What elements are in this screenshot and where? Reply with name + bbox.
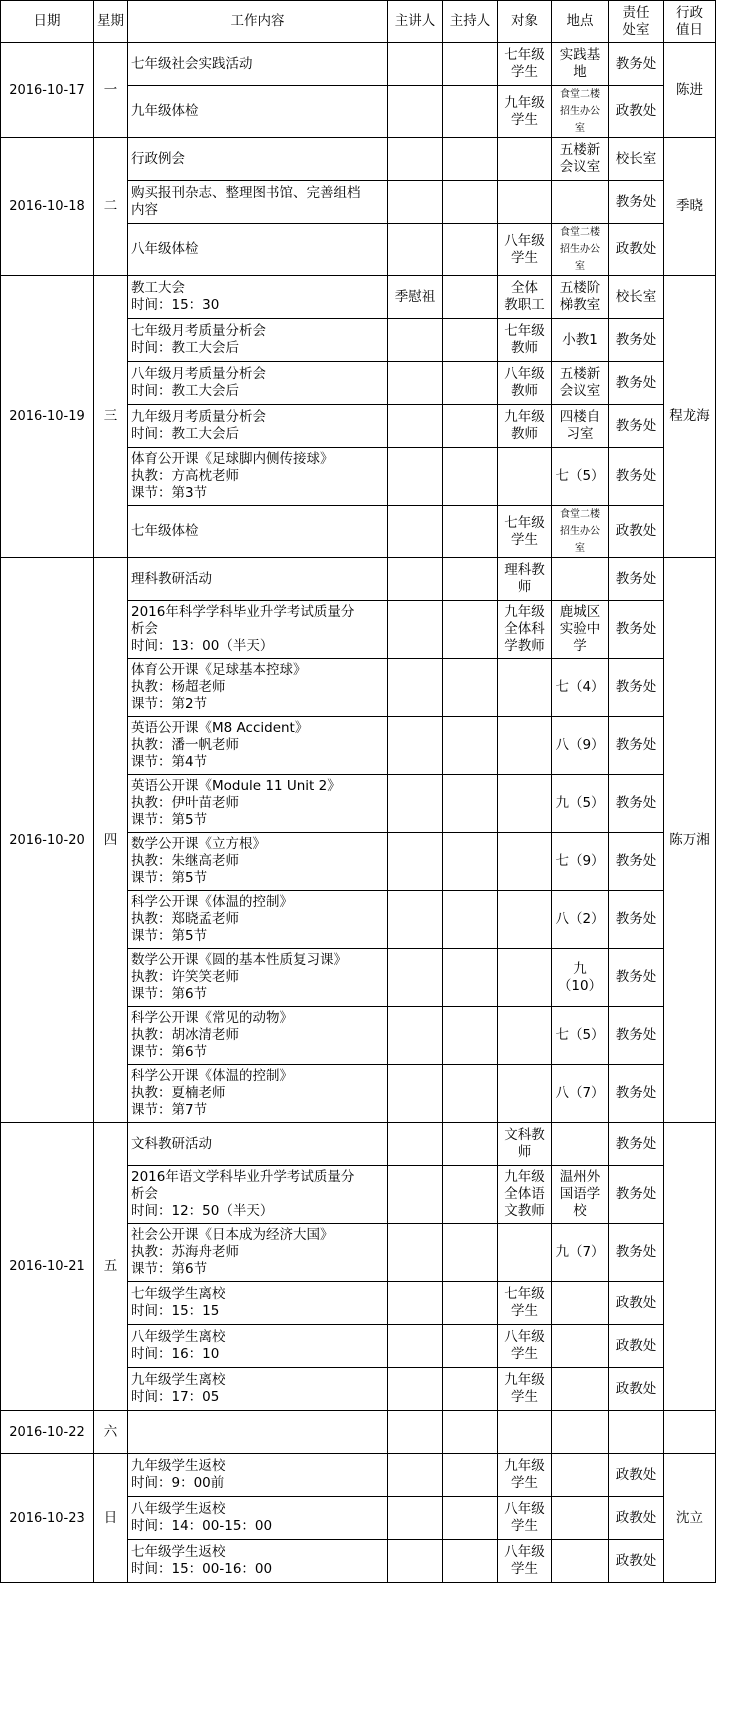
weekday-cell: 三 — [94, 276, 128, 558]
weekday-cell: 一 — [94, 43, 128, 138]
date-cell: 2016-10-20 — [1, 558, 94, 1123]
header-location: 地点 — [552, 1, 609, 43]
host-cell — [443, 319, 498, 362]
location-cell: 温州外 国语学 校 — [552, 1166, 609, 1224]
dept-cell: 政教处 — [609, 1497, 664, 1540]
target-cell — [498, 659, 552, 717]
location-cell: 鹿城区 实验中 学 — [552, 601, 609, 659]
content-cell: 科学公开课《体温的控制》 执教：郑晓孟老师 课节：第5节 — [128, 891, 388, 949]
content-cell: 七年级社会实践活动 — [128, 43, 388, 86]
speaker-cell — [388, 775, 443, 833]
target-cell — [498, 717, 552, 775]
dept-cell: 政教处 — [609, 1540, 664, 1583]
duty-cell — [664, 1123, 716, 1411]
table-row — [1, 558, 745, 601]
content-cell: 理科教研活动 — [128, 558, 388, 601]
host-cell — [443, 775, 498, 833]
host-cell — [443, 362, 498, 405]
date-cell: 2016-10-19 — [1, 276, 94, 558]
target-cell — [498, 1007, 552, 1065]
host-cell — [443, 405, 498, 448]
date-cell: 2016-10-21 — [1, 1123, 94, 1411]
weekday-cell: 日 — [94, 1454, 128, 1583]
location-cell: 七（9） — [552, 833, 609, 891]
target-cell: 八年级 教师 — [498, 362, 552, 405]
speaker-cell: 季慰祖 — [388, 276, 443, 319]
target-cell: 八年级 学生 — [498, 1497, 552, 1540]
target-cell: 七年级 学生 — [498, 1282, 552, 1325]
speaker-cell — [388, 1166, 443, 1224]
speaker-cell — [388, 1325, 443, 1368]
speaker-cell — [388, 86, 443, 138]
table-row — [1, 138, 745, 181]
location-cell — [552, 1411, 609, 1454]
schedule-body — [1, 43, 745, 1583]
speaker-cell — [388, 43, 443, 86]
dept-cell: 教务处 — [609, 1224, 664, 1282]
target-cell: 九年级 学生 — [498, 1454, 552, 1497]
dept-cell: 政教处 — [609, 506, 664, 558]
target-cell — [498, 1224, 552, 1282]
host-cell — [443, 1123, 498, 1166]
target-cell: 九年级 学生 — [498, 86, 552, 138]
host-cell — [443, 43, 498, 86]
header-content: 工作内容 — [128, 1, 388, 43]
speaker-cell — [388, 659, 443, 717]
host-cell — [443, 601, 498, 659]
target-cell: 七年级 学生 — [498, 43, 552, 86]
weekday-cell: 二 — [94, 138, 128, 276]
header-date: 日期 — [1, 1, 94, 43]
content-cell: 2016年科学学科毕业升学考试质量分 析会 时间：13：00（半天） — [128, 601, 388, 659]
host-cell — [443, 1497, 498, 1540]
dept-cell: 教务处 — [609, 1166, 664, 1224]
content-cell: 科学公开课《体温的控制》 执教：夏楠老师 课节：第7节 — [128, 1065, 388, 1123]
location-cell — [552, 1497, 609, 1540]
host-cell — [443, 1282, 498, 1325]
dept-cell: 教务处 — [609, 319, 664, 362]
weekday-cell: 四 — [94, 558, 128, 1123]
target-cell — [498, 1411, 552, 1454]
target-cell — [498, 138, 552, 181]
content-cell: 九年级体检 — [128, 86, 388, 138]
location-cell: 五楼新 会议室 — [552, 138, 609, 181]
table-row — [1, 276, 745, 319]
dept-cell: 政教处 — [609, 1282, 664, 1325]
target-cell: 九年级 教师 — [498, 405, 552, 448]
speaker-cell — [388, 506, 443, 558]
target-cell: 八年级 学生 — [498, 224, 552, 276]
host-cell — [443, 224, 498, 276]
target-cell — [498, 448, 552, 506]
location-cell: 九（10） — [552, 949, 609, 1007]
content-cell: 数学公开课《圆的基本性质复习课》 执教：许笑笑老师 课节：第6节 — [128, 949, 388, 1007]
dept-cell: 政教处 — [609, 86, 664, 138]
target-cell: 八年级 学生 — [498, 1540, 552, 1583]
host-cell — [443, 1166, 498, 1224]
header-speaker: 主讲人 — [388, 1, 443, 43]
target-cell: 九年级 全体科 学教师 — [498, 601, 552, 659]
location-cell: 四楼自 习室 — [552, 405, 609, 448]
duty-cell: 陈万湘 — [664, 558, 716, 1123]
date-cell: 2016-10-17 — [1, 43, 94, 138]
host-cell — [443, 717, 498, 775]
location-cell — [552, 1368, 609, 1411]
location-cell: 实践基 地 — [552, 43, 609, 86]
host-cell — [443, 833, 498, 891]
host-cell — [443, 138, 498, 181]
target-cell: 七年级 学生 — [498, 506, 552, 558]
location-cell — [552, 1325, 609, 1368]
location-cell — [552, 1454, 609, 1497]
dept-cell: 教务处 — [609, 405, 664, 448]
dept-cell: 校长室 — [609, 138, 664, 181]
speaker-cell — [388, 891, 443, 949]
host-cell — [443, 1325, 498, 1368]
host-cell — [443, 1454, 498, 1497]
duty-cell: 陈进 — [664, 43, 716, 138]
dept-cell: 政教处 — [609, 224, 664, 276]
header-spare — [716, 1, 745, 43]
location-cell: 七（5） — [552, 448, 609, 506]
target-cell — [498, 949, 552, 1007]
speaker-cell — [388, 1454, 443, 1497]
dept-cell: 政教处 — [609, 1325, 664, 1368]
header-duty: 行政 值日 — [664, 1, 716, 43]
location-cell: 七（5） — [552, 1007, 609, 1065]
location-cell — [552, 558, 609, 601]
header-host: 主持人 — [443, 1, 498, 43]
speaker-cell — [388, 1065, 443, 1123]
speaker-cell — [388, 1540, 443, 1583]
content-cell: 英语公开课《Module 11 Unit 2》 执教：伊叶苗老师 课节：第5节 — [128, 775, 388, 833]
content-cell: 文科教研活动 — [128, 1123, 388, 1166]
location-cell: 五楼阶 梯教室 — [552, 276, 609, 319]
dept-cell: 教务处 — [609, 775, 664, 833]
target-cell: 八年级 学生 — [498, 1325, 552, 1368]
location-cell: 小教1 — [552, 319, 609, 362]
content-cell: 七年级学生返校 时间：15：00-16：00 — [128, 1540, 388, 1583]
header-target: 对象 — [498, 1, 552, 43]
location-cell — [552, 1282, 609, 1325]
content-cell: 英语公开课《M8 Accident》 执教：潘一帆老师 课节：第4节 — [128, 717, 388, 775]
date-cell: 2016-10-22 — [1, 1411, 94, 1454]
location-cell: 食堂二楼 招生办公 室 — [552, 86, 609, 138]
host-cell — [443, 1007, 498, 1065]
dept-cell: 校长室 — [609, 276, 664, 319]
dept-cell: 教务处 — [609, 558, 664, 601]
dept-cell: 教务处 — [609, 43, 664, 86]
content-cell: 2016年语文学科毕业升学考试质量分 析会 时间：12：50（半天） — [128, 1166, 388, 1224]
speaker-cell — [388, 601, 443, 659]
content-cell: 教工大会 时间：15：30 — [128, 276, 388, 319]
header-dept: 责任 处室 — [609, 1, 664, 43]
speaker-cell — [388, 362, 443, 405]
speaker-cell — [388, 1282, 443, 1325]
duty-cell: 沈立 — [664, 1454, 716, 1583]
header-row — [1, 1, 745, 43]
content-cell: 社会公开课《日本成为经济大国》 执教：苏海舟老师 课节：第6节 — [128, 1224, 388, 1282]
date-cell: 2016-10-18 — [1, 138, 94, 276]
dept-cell: 政教处 — [609, 1454, 664, 1497]
speaker-cell — [388, 138, 443, 181]
target-cell: 全体 教职工 — [498, 276, 552, 319]
speaker-cell — [388, 1123, 443, 1166]
dept-cell: 教务处 — [609, 717, 664, 775]
host-cell — [443, 1224, 498, 1282]
dept-cell: 教务处 — [609, 448, 664, 506]
dept-cell: 教务处 — [609, 1007, 664, 1065]
dept-cell: 教务处 — [609, 833, 664, 891]
location-cell: 九（5） — [552, 775, 609, 833]
host-cell — [443, 659, 498, 717]
content-cell: 八年级体检 — [128, 224, 388, 276]
content-cell: 七年级月考质量分析会 时间：教工大会后 — [128, 319, 388, 362]
speaker-cell — [388, 558, 443, 601]
location-cell — [552, 1123, 609, 1166]
dept-cell: 教务处 — [609, 601, 664, 659]
host-cell — [443, 181, 498, 224]
location-cell: 食堂二楼 招生办公 室 — [552, 224, 609, 276]
location-cell — [552, 181, 609, 224]
speaker-cell — [388, 717, 443, 775]
speaker-cell — [388, 319, 443, 362]
dept-cell: 教务处 — [609, 181, 664, 224]
dept-cell: 教务处 — [609, 1065, 664, 1123]
dept-cell: 教务处 — [609, 949, 664, 1007]
speaker-cell — [388, 1411, 443, 1454]
host-cell — [443, 1540, 498, 1583]
content-cell: 九年级学生返校 时间：9：00前 — [128, 1454, 388, 1497]
dept-cell: 教务处 — [609, 891, 664, 949]
date-cell: 2016-10-23 — [1, 1454, 94, 1583]
host-cell — [443, 276, 498, 319]
host-cell — [443, 1411, 498, 1454]
content-cell: 行政例会 — [128, 138, 388, 181]
location-cell: 八（7） — [552, 1065, 609, 1123]
table-row — [1, 1411, 745, 1454]
speaker-cell — [388, 1368, 443, 1411]
target-cell: 九年级 学生 — [498, 1368, 552, 1411]
location-cell: 八（9） — [552, 717, 609, 775]
duty-cell — [664, 1411, 716, 1454]
host-cell — [443, 558, 498, 601]
host-cell — [443, 506, 498, 558]
dept-cell: 教务处 — [609, 1123, 664, 1166]
location-cell: 食堂二楼 招生办公 室 — [552, 506, 609, 558]
target-cell: 七年级 教师 — [498, 319, 552, 362]
dept-cell: 教务处 — [609, 659, 664, 717]
content-cell: 九年级月考质量分析会 时间：教工大会后 — [128, 405, 388, 448]
target-cell — [498, 833, 552, 891]
dept-cell — [609, 1411, 664, 1454]
content-cell: 八年级月考质量分析会 时间：教工大会后 — [128, 362, 388, 405]
content-cell: 体育公开课《足球基本控球》 执教：杨超老师 课节：第2节 — [128, 659, 388, 717]
location-cell: 八（2） — [552, 891, 609, 949]
content-cell: 数学公开课《立方根》 执教：朱继高老师 课节：第5节 — [128, 833, 388, 891]
target-cell — [498, 181, 552, 224]
location-cell — [552, 1540, 609, 1583]
table-row — [1, 43, 745, 86]
content-cell: 体育公开课《足球脚内侧传接球》 执教：方高枕老师 课节：第3节 — [128, 448, 388, 506]
content-cell: 购买报刊杂志、整理图书馆、完善组档 内容 — [128, 181, 388, 224]
target-cell — [498, 1065, 552, 1123]
content-cell — [128, 1411, 388, 1454]
host-cell — [443, 949, 498, 1007]
dept-cell: 政教处 — [609, 1368, 664, 1411]
speaker-cell — [388, 949, 443, 1007]
location-cell: 七（4） — [552, 659, 609, 717]
content-cell: 科学公开课《常见的动物》 执教：胡冰清老师 课节：第6节 — [128, 1007, 388, 1065]
speaker-cell — [388, 1007, 443, 1065]
host-cell — [443, 86, 498, 138]
location-cell: 九（7） — [552, 1224, 609, 1282]
weekday-cell: 五 — [94, 1123, 128, 1411]
speaker-cell — [388, 405, 443, 448]
location-cell: 五楼新 会议室 — [552, 362, 609, 405]
host-cell — [443, 891, 498, 949]
table-row — [1, 1454, 745, 1497]
host-cell — [443, 1368, 498, 1411]
target-cell: 理科教 师 — [498, 558, 552, 601]
header-weekday: 星期 — [94, 1, 128, 43]
content-cell: 九年级学生离校 时间：17：05 — [128, 1368, 388, 1411]
content-cell: 七年级学生离校 时间：15：15 — [128, 1282, 388, 1325]
speaker-cell — [388, 833, 443, 891]
speaker-cell — [388, 1224, 443, 1282]
host-cell — [443, 448, 498, 506]
speaker-cell — [388, 224, 443, 276]
content-cell: 八年级学生返校 时间：14：00-15：00 — [128, 1497, 388, 1540]
target-cell — [498, 891, 552, 949]
target-cell: 文科教 师 — [498, 1123, 552, 1166]
target-cell — [498, 775, 552, 833]
speaker-cell — [388, 1497, 443, 1540]
duty-cell: 程龙海 — [664, 276, 716, 558]
host-cell — [443, 1065, 498, 1123]
weekday-cell: 六 — [94, 1411, 128, 1454]
target-cell: 九年级 全体语 文教师 — [498, 1166, 552, 1224]
content-cell: 八年级学生离校 时间：16：10 — [128, 1325, 388, 1368]
speaker-cell — [388, 181, 443, 224]
dept-cell: 教务处 — [609, 362, 664, 405]
content-cell: 七年级体检 — [128, 506, 388, 558]
speaker-cell — [388, 448, 443, 506]
table-row — [1, 1123, 745, 1166]
duty-cell: 季晓 — [664, 138, 716, 276]
